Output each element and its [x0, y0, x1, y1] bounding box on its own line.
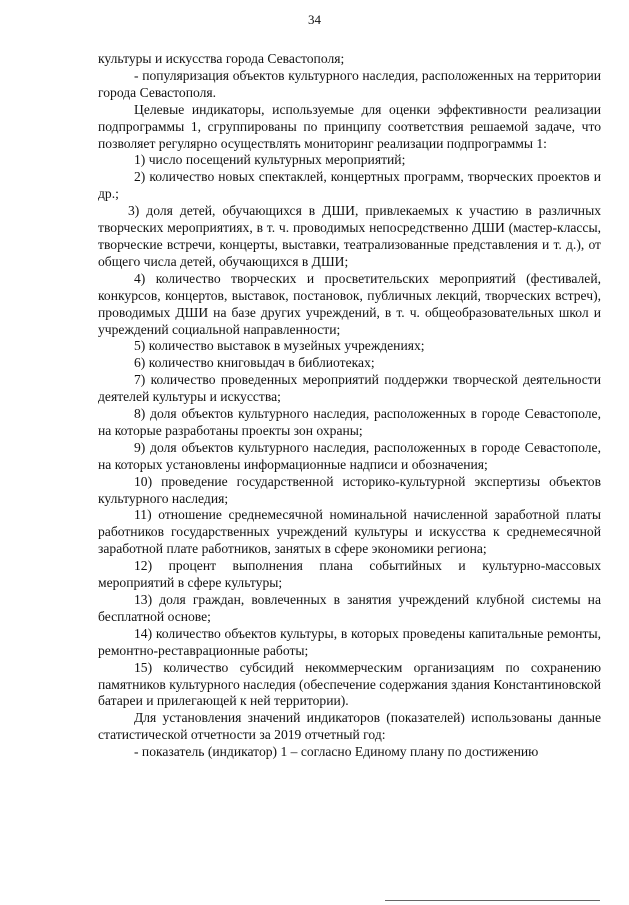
- paragraph: Целевые индикаторы, используемые для оценки эффективности реализации подпрограммы 1, сгруппированы по принципу соответствия решаемой задаче, что позволяет регулярно осуществлять мониторинг реализации подпрограммы 1:: [98, 101, 601, 151]
- list-item: 14) количество объектов культуры, в которых проведены капитальные ремонты, ремонтно-реставрационные работы;: [98, 625, 601, 658]
- list-item: 15) количество субсидий некоммерческим организациям по сохранению памятников культурного наследия (обеспечение содержания здания Константиновской батареи и прилегающей к ней территории).: [98, 659, 601, 709]
- paragraph: - популяризация объектов культурного наследия, расположенных на территории города Севастополя.: [98, 67, 601, 100]
- list-item: 6) количество книговыдач в библиотеках;: [134, 355, 375, 371]
- page-number: 34: [308, 12, 321, 27]
- list-item: 11) отношение среднемесячной номинальной начисленной заработной платы работников государственных учреждений культуры и искусства к среднемесячной заработной плате работников, занятых в сфере экономики региона;: [98, 507, 601, 557]
- paragraph: Для установления значений индикаторов (показателей) использованы данные статистической отчетности за 2019 отчетный год:: [98, 710, 601, 743]
- list-item: 2) количество новых спектаклей, концертных программ, творческих проектов и др.;: [98, 169, 601, 202]
- document-body: [98, 51, 601, 761]
- list-item: 4) количество творческих и просветительских мероприятий (фестивалей, конкурсов, концертов, выставок, постановок, публичных лекций, творческих встреч), проводимых ДШИ на базе других учреждений, в т. ч. общеобразовательных школ и учреждений социальной направленности;: [98, 270, 601, 337]
- list-item: 1) число посещений культурных мероприятий;: [134, 152, 406, 168]
- list-item: 5) количество выставок в музейных учреждениях;: [134, 338, 425, 354]
- list-item: 13) доля граждан, вовлеченных в занятия учреждений клубной системы на бесплатной основе;: [98, 592, 601, 624]
- list-item: 10) проведение государственной историко-культурной экспертизы объектов культурного наследия;: [98, 473, 601, 506]
- list-item: 12) процент выполнения плана событийных и культурно-массовых мероприятий в сфере культуры;: [98, 558, 601, 591]
- scan-edge-line: [385, 900, 600, 901]
- list-item: 3) доля детей, обучающихся в ДШИ, привлекаемых к участию в различных творческих мероприятиях, в т. ч. проводимых непосредственно ДШИ (мастер-классы, творческие встречи, концерты, выставки, театрализованные представления и т. д.), от общего числа детей, обучающихся в ДШИ;: [98, 203, 601, 269]
- list-item: 9) доля объектов культурного наследия, расположенных в городе Севастополе, на которых установлены информационные надписи и обозначения;: [98, 439, 601, 472]
- list-item: 8) доля объектов культурного наследия, расположенных в городе Севастополе, на которые разработаны проекты зон охраны;: [98, 406, 601, 438]
- paragraph: культуры и искусства города Севастополя;: [98, 51, 345, 66]
- paragraph: - показатель (индикатор) 1 – согласно Единому плану по достижению: [134, 744, 539, 760]
- list-item: 7) количество проведенных мероприятий поддержки творческой деятельности деятелей культуры и искусства;: [98, 372, 601, 405]
